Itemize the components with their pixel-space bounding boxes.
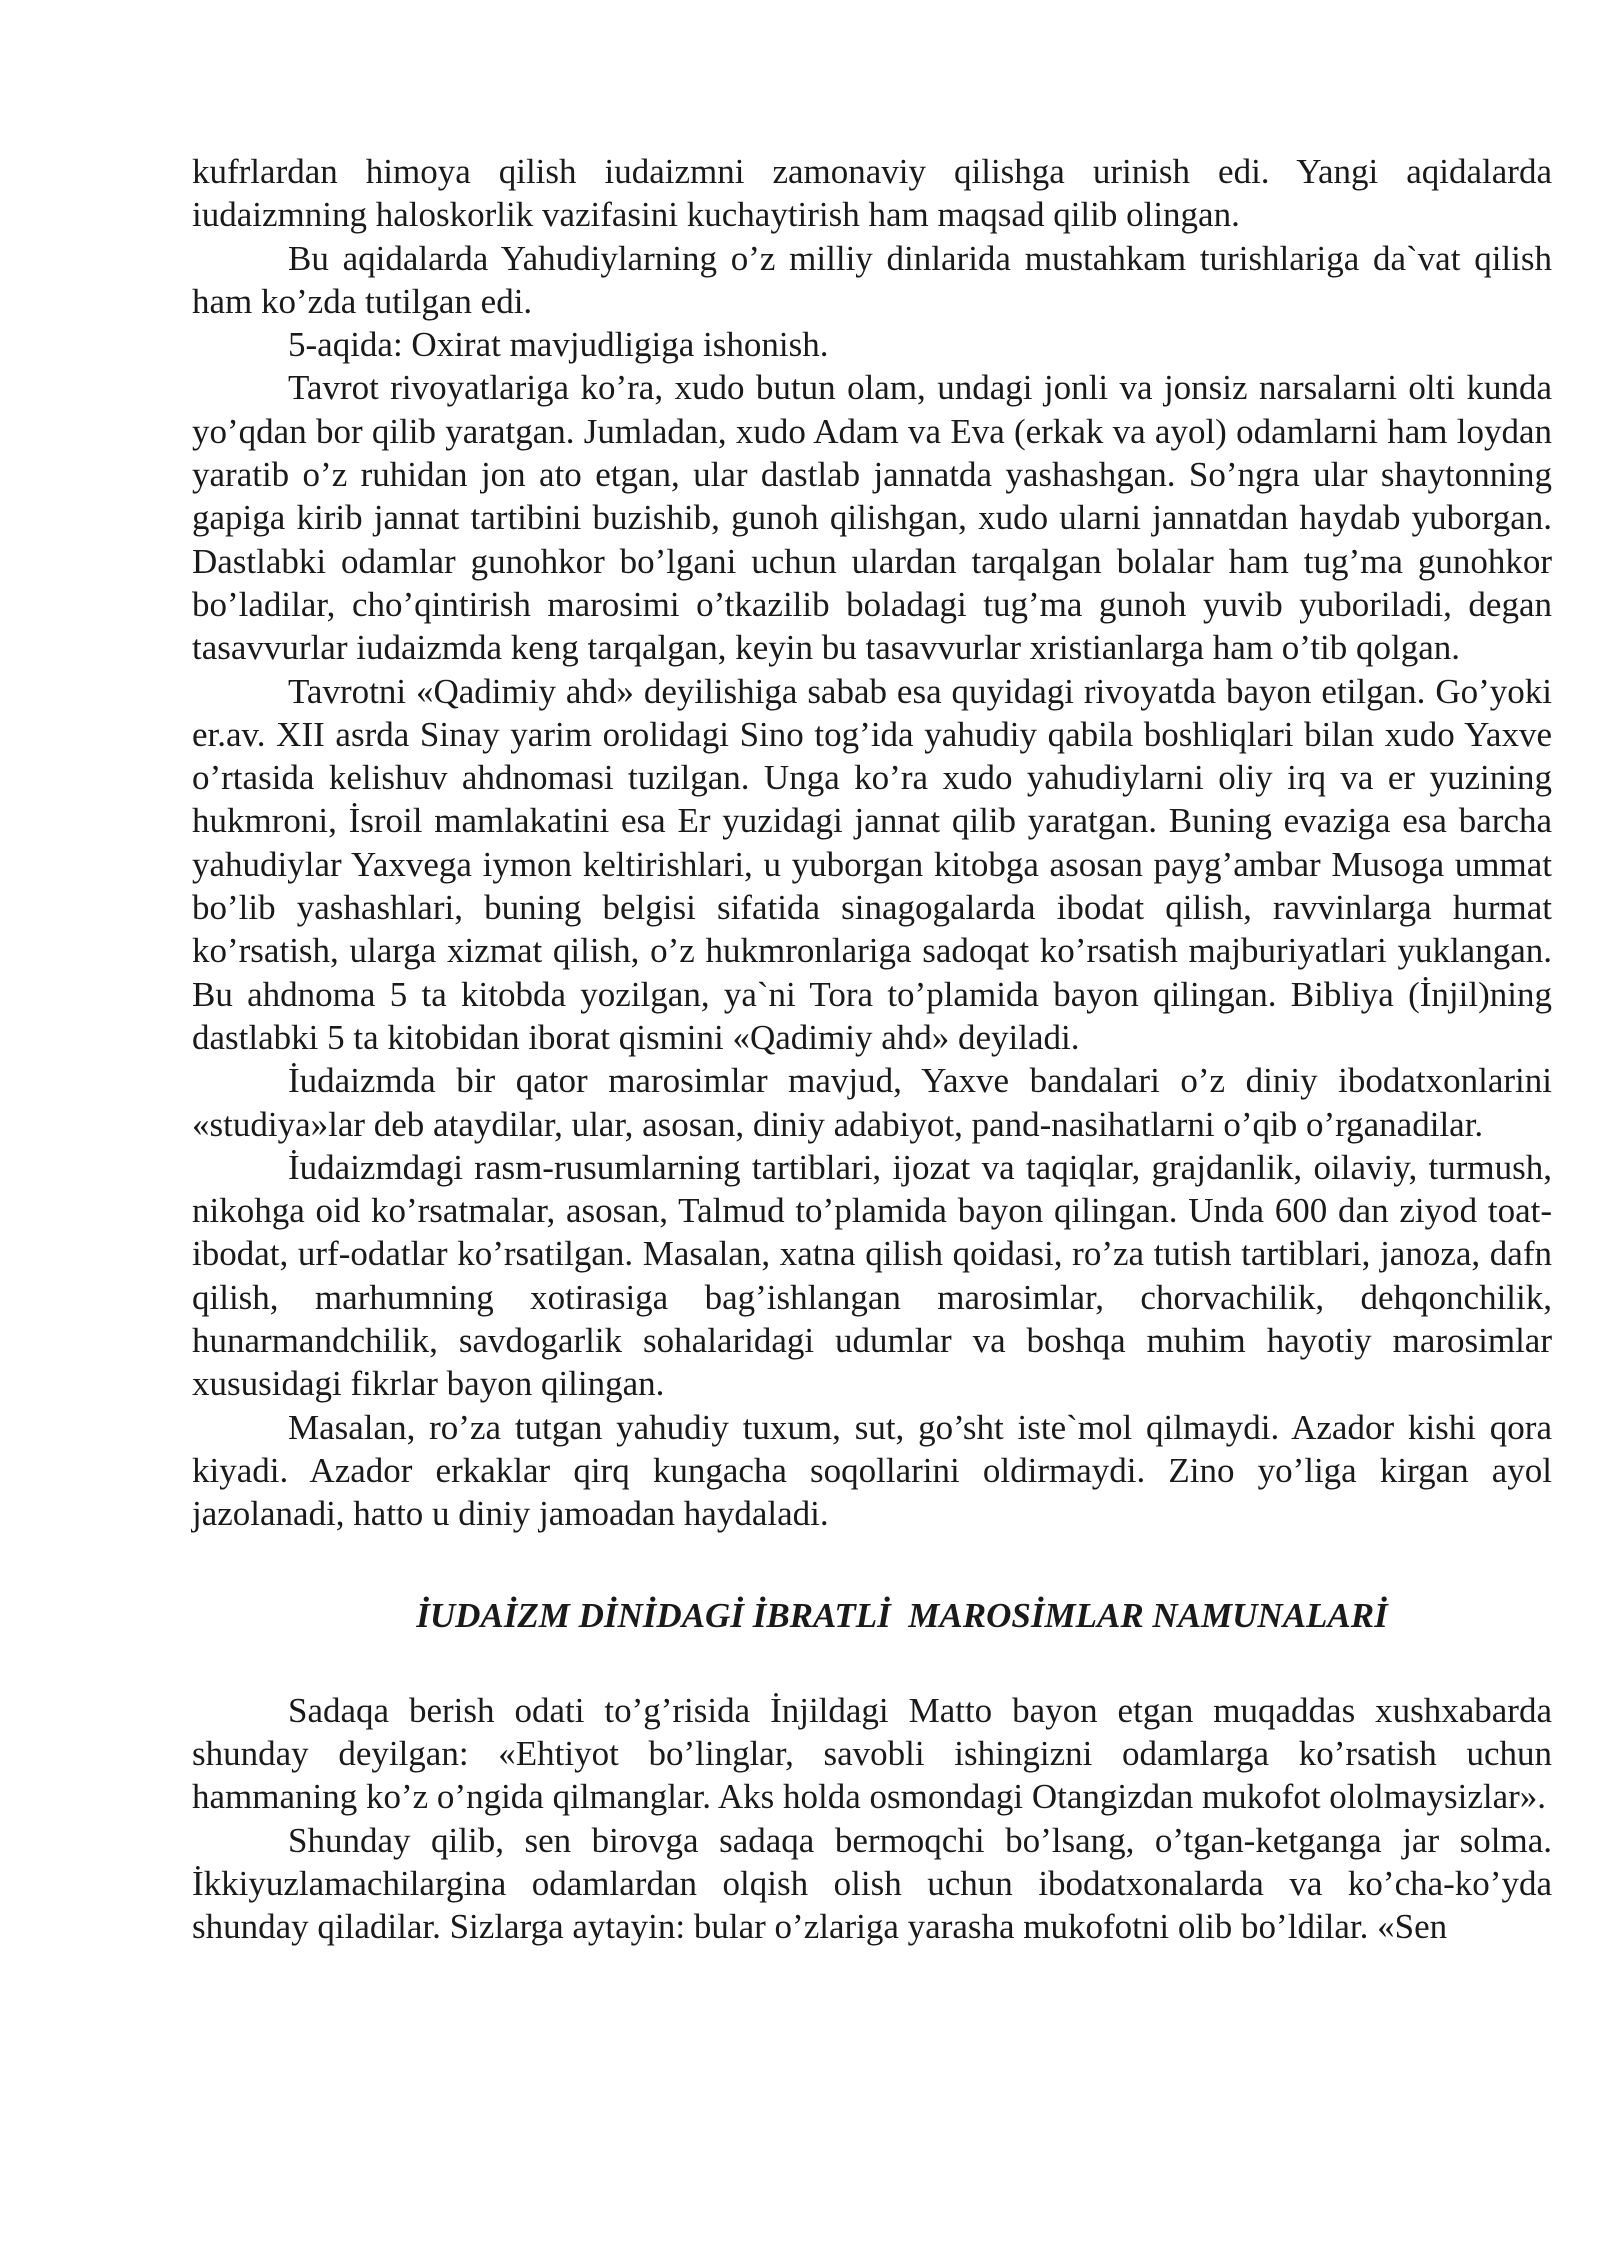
paragraph: Masalan, ro’za tutgan yahudiy tuxum, sut, go’sht iste`mol qilmaydi. Azador kishi qora kiyadi. Azador erkaklar qirq kungacha soqollarini oldirmaydi. Zino yo’liga kirgan ayol jazolanadi, hatto u diniy jamoadan haydaladi.	[192, 1407, 1552, 1534]
paragraph: Shunday qilib, sen birovga sadaqa bermoqchi bo’lsang, o’tgan-ketganga jar solma. İkkiyuzlamachilargina odamlardan olqish olish uchun ibodatxonalarda va ko’cha-ko’yda shunday qiladilar. Sizlarga aytayin: bular o’zlariga yarasha mukofotni olib bo’ldilar. «Sen	[192, 1820, 1552, 1947]
paragraph: kufrlardan himoya qilish iudaizmni zamonaviy qilishga urinish edi. Yangi aqidalarda iudaizmning haloskorlik vazifasini kuchaytirish ham maqsad qilib olingan.	[192, 152, 1552, 235]
paragraph: 5-aqida: Oxirat mavjudligiga ishonish.	[288, 325, 829, 365]
document-page	[192, 150, 1552, 1949]
paragraph: Tavrotni «Qadimiy ahd» deyilishiga sabab esa quyidagi rivoyatda bayon etilgan. Go’yoki er.av. XII asrda Sinay yarim orolidagi Sino tog’ida yahudiy qabila boshliqlari bilan xudo Yaxve o’rtasida kelishuv ahdnomasi tuzilgan. Unga ko’ra xudo yahudiylarni oliy irq va er yuzining hukmroni, İsroil mamlakatini esa Er yuzidagi jannat qilib yaratgan. Buning evaziga esa barcha yahudiylar Yaxvega iymon keltirishlari, u yuborgan kitobga asosan payg’ambar Musoga ummat bo’lib yashashlari, buning belgisi sifatida sinagogalarda ibodat qilish, ravvinlarga hurmat ko’rsatish, ularga xizmat qilish, o’z hukmronlariga sadoqat ko’rsatish majburiyatlari yuklangan. Bu ahdnoma 5 ta kitobda yozilgan, ya`ni Tora to’plamida bayon qilingan. Bibliya (İnjil)ning dastlabki 5 ta kitobidan iborat qismini «Qadimiy ahd» deyiladi.	[192, 671, 1552, 1057]
paragraph: Tavrot rivoyatlariga ko’ra, xudo butun olam, undagi jonli va jonsiz narsalarni olti kunda yo’qdan bor qilib yaratgan. Jumladan, xudo Adam va Eva (erkak va ayol) odamlarni ham loydan yaratib o’z ruhidan jon ato etgan, ular dastlab jannatda yashashgan. So’ngra ular shaytonning gapiga kirib jannat tartibini buzishib, gunoh qilishgan, xudo ularni jannatdan haydab yuborgan. Dastlabki odamlar gunohkor bo’lgani uchun ulardan tarqalgan bolalar ham tug’ma gunohkor bo’ladilar, cho’qintirish marosimi o’tkazilib boladagi tug’ma gunoh yuvib yuboriladi, degan tasavvurlar iudaizmda keng tarqalgan, keyin bu tasavvurlar xristianlarga ham o’tib qolgan.	[192, 368, 1552, 668]
paragraph: İudaizmda bir qator marosimlar mavjud, Yaxve bandalari o’z diniy ibodatxonlarini «studiya»lar deb ataydilar, ular, asosan, diniy adabiyot, pand-nasihatlarni o’qib o’rganadilar.	[192, 1061, 1552, 1144]
paragraph: Bu aqidalarda Yahudiylarning o’z milliy dinlarida mustahkam turishlariga da`vat qilish ham ko’zda tutilgan edi.	[192, 238, 1552, 321]
section-heading: İUDAİZM DİNİDAGİ İBRATLİ MAROSİMLAR NAMUNALARİ	[416, 1595, 1388, 1635]
paragraph: Sadaqa berish odati to’g’risida İnjildagi Matto bayon etgan muqaddas xushxabarda shunday deyilgan: «Ehtiyot bo’linglar, savobli ishingizni odamlarga ko’rsatish uchun hammaning ko’z o’ngida qilmanglar. Aks holda osmondagi Otangizdan mukofot ololmaysizlar».	[192, 1690, 1552, 1817]
paragraph: İudaizmdagi rasm-rusumlarning tartiblari, ijozat va taqiqlar, grajdanlik, oilaviy, turmush, nikohga oid ko’rsatmalar, asosan, Talmud to’plamida bayon qilingan. Unda 600 dan ziyod toat-ibodat, urf-odatlar ko’rsatilgan. Masalan, xatna qilish qoidasi, ro’za tutish tartiblari, janoza, dafn qilish, marhumning xotirasiga bag’ishlangan marosimlar, chorvachilik, dehqonchilik, hunarmandchilik, savdogarlik sohalaridagi udumlar va boshqa muhim hayotiy marosimlar xususidagi fikrlar bayon qilingan.	[192, 1147, 1552, 1404]
